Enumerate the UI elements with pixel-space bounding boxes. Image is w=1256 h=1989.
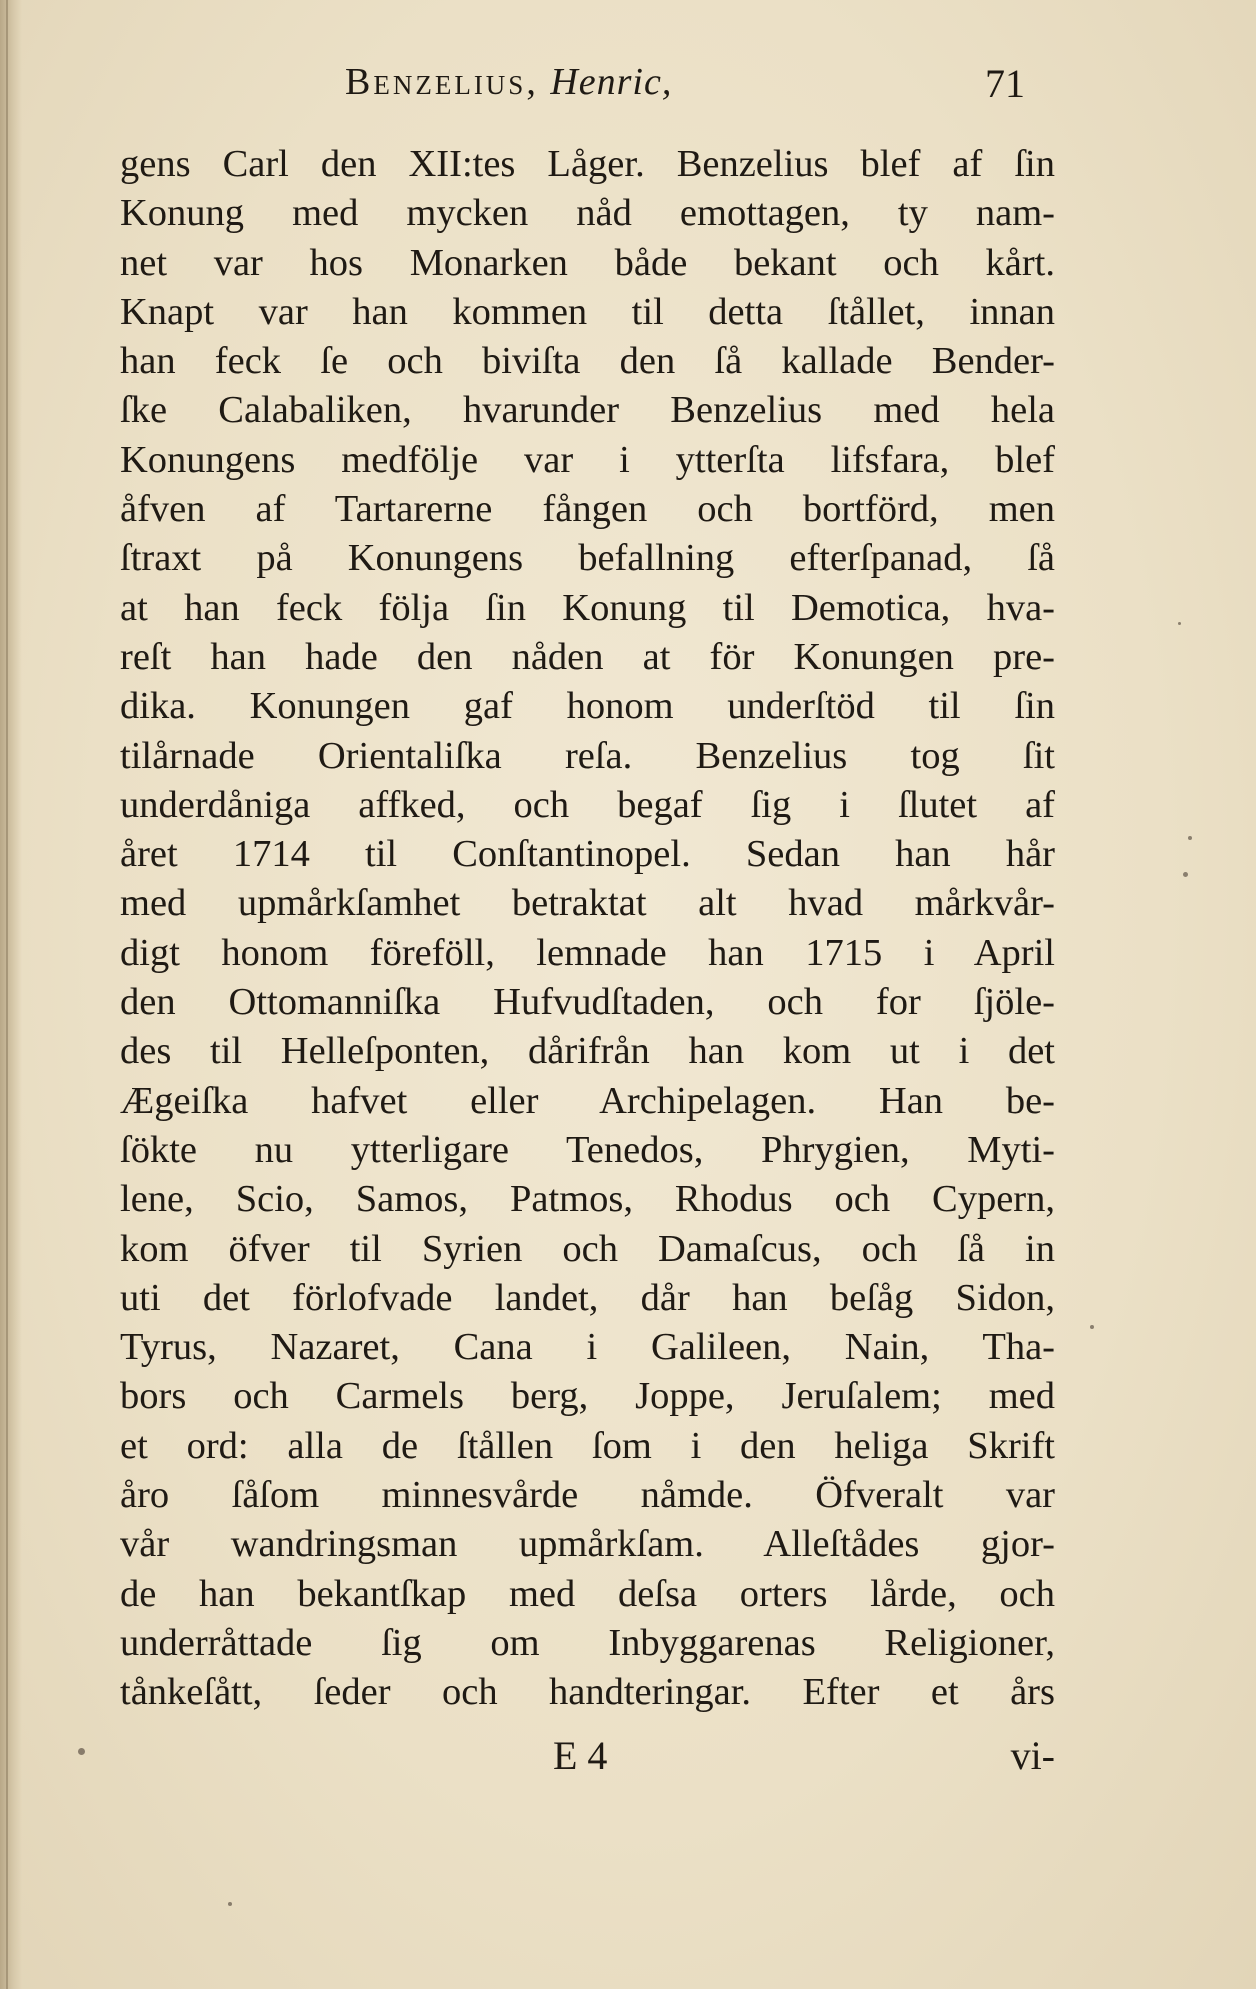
text-line: at han feck följa ſin Konung til Demotica, hva- — [120, 586, 1055, 629]
text-line: underdåniga affked, och begaf ſig i ſlutet af — [120, 783, 1055, 826]
text-line: net var hos Monarken både bekant och kårt. — [120, 241, 1055, 284]
text-line: bors och Carmels berg, Joppe, Jeruſalem; med — [120, 1375, 1055, 1418]
text-line: vår wandringsman upmårkſam. Alleſtådes gjor- — [120, 1523, 1055, 1566]
text-line: Knapt var han kommen til detta ſtållet, innan — [120, 290, 1055, 333]
text-line: Ægeiſka hafvet eller Archipelagen. Han be- — [120, 1079, 1055, 1122]
ink-speck — [1178, 622, 1181, 625]
text-line: ſökte nu ytterligare Tenedos, Phrygien, Myti- — [120, 1128, 1055, 1171]
text-line: Konung med mycken nåd emottagen, ty nam- — [120, 192, 1055, 235]
text-line: ſke Calabaliken, hvarunder Benzelius med hela — [120, 389, 1055, 432]
body-text — [120, 140, 1055, 1718]
page-number: 71 — [985, 61, 1025, 106]
text-line: han feck ſe och biviſta den ſå kallade Bender- — [120, 340, 1055, 383]
text-line: gens Carl den XII:tes Låger. Benzelius blef af ſin — [120, 143, 1055, 185]
text-line: lene, Scio, Samos, Patmos, Rhodus och Cypern, — [120, 1178, 1055, 1221]
ink-speck — [228, 1902, 232, 1906]
page-gutter — [0, 0, 22, 1989]
text-line: kom öfver til Syrien och Damaſcus, och ſå in — [120, 1227, 1055, 1270]
text-line: underråttade ſig om Inbyggarenas Religioner, — [120, 1621, 1055, 1664]
catchword: vi- — [1010, 1733, 1055, 1778]
text-line: med upmårkſamhet betraktat alt hvad mårkvår- — [120, 882, 1055, 925]
ink-speck — [1188, 836, 1192, 840]
text-line: uti det förlofvade landet, dår han beſåg Sidon, — [120, 1276, 1055, 1319]
text-line: de han bekantſkap med deſsa orters lårde, och — [120, 1572, 1055, 1615]
text-line: Tyrus, Nazaret, Cana i Galileen, Nain, Tha- — [120, 1326, 1055, 1369]
text-line: året 1714 til Conſtantinopel. Sedan han hår — [120, 833, 1055, 876]
text-line: digt honom föreföll, lemnade han 1715 i April — [120, 931, 1055, 974]
text-line: tilårnade Orientaliſka reſa. Benzelius tog ſit — [120, 734, 1055, 777]
running-head — [345, 60, 672, 104]
text-line: Konungens medfölje var i ytterſta lifsfara, blef — [120, 438, 1055, 481]
page-footer — [120, 1732, 1055, 1792]
text-line: dika. Konungen gaf honom underſtöd til ſin — [120, 685, 1055, 728]
ink-speck — [1090, 1325, 1094, 1329]
text-line: åfven af Tartarerne fången och bortförd, men — [120, 488, 1055, 531]
binding-edge — [6, 0, 8, 1989]
text-line: et ord: alla de ſtållen ſom i den heliga Skrift — [120, 1424, 1055, 1467]
text-line: reſt han hade den nåden at för Konungen pre- — [120, 635, 1055, 678]
signature-mark: E 4 — [553, 1733, 608, 1778]
running-head-given-name: Henric, — [550, 61, 673, 103]
text-line: des til Helleſponten, dårifrån han kom ut i det — [120, 1030, 1055, 1073]
text-line: tånkeſått, ſeder och handteringar. Efter et års — [120, 1671, 1055, 1714]
text-line: åro ſåſom minnesvårde nåmde. Öfveralt var — [120, 1474, 1055, 1517]
page-header — [345, 52, 1045, 122]
text-line: ſtraxt på Konungens befallning efterſpanad, ſå — [120, 537, 1055, 580]
ink-speck — [78, 1748, 85, 1755]
ink-speck — [1183, 872, 1188, 877]
text-line: den Ottomanniſka Hufvudſtaden, och for ſjöle- — [120, 981, 1055, 1024]
running-head-surname: Benzelius, — [345, 61, 539, 103]
